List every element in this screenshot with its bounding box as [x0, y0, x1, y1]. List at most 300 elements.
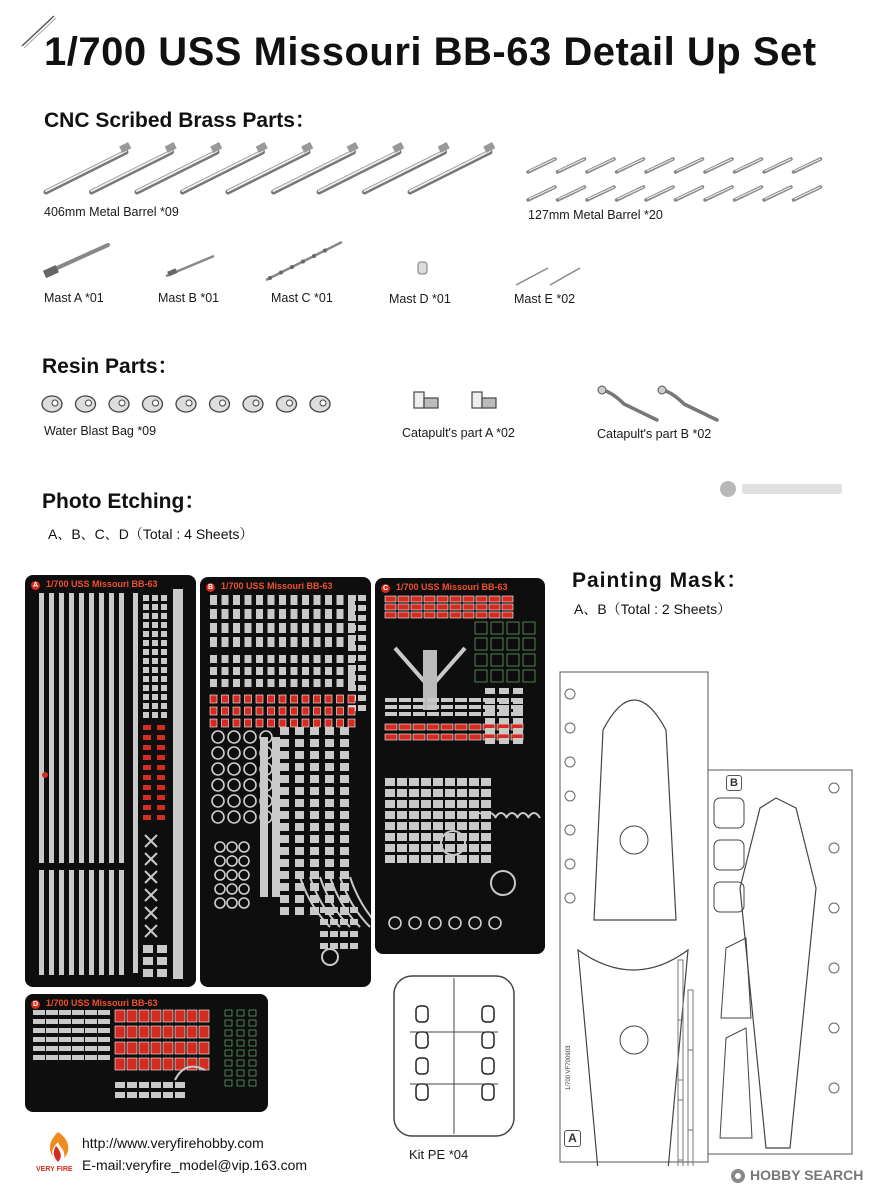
pe-cross [145, 871, 157, 883]
pe-part [398, 596, 409, 602]
pe-part [233, 609, 240, 619]
pe-part [424, 596, 435, 602]
pe-part [295, 895, 304, 903]
pe-part [385, 789, 395, 797]
pe-part [157, 765, 165, 770]
pe-ring [212, 795, 224, 807]
pe-part [249, 1050, 256, 1056]
pe-part [161, 712, 167, 718]
pe-part [348, 667, 355, 675]
pe-part [115, 1092, 125, 1098]
pe-part [72, 1037, 84, 1042]
pe-part [337, 655, 344, 663]
pe-part [295, 739, 304, 747]
pe-sheet-b-letter: B [207, 584, 214, 591]
pe-part [143, 725, 151, 730]
pe-part [72, 1019, 84, 1024]
pe-ring [239, 856, 249, 866]
pe-ring [239, 898, 249, 908]
pe-part [151, 1092, 161, 1098]
barrel-406mm-highlight [319, 151, 399, 191]
pe-part [151, 1082, 161, 1088]
pe-part [314, 707, 321, 715]
pe-part [340, 739, 349, 747]
pe-part [233, 707, 240, 715]
pe-part [302, 609, 309, 619]
pe-part [399, 712, 411, 716]
pe-part [46, 1010, 58, 1015]
pe-part [98, 1037, 110, 1042]
pe-part [340, 787, 349, 795]
pe-sheet-b-parts [200, 577, 371, 987]
pe-part [225, 1020, 232, 1026]
pe-ring [212, 811, 224, 823]
pe-part [237, 1080, 244, 1086]
pe-part [348, 605, 356, 611]
pe-part [279, 679, 286, 687]
pe-part [152, 613, 158, 619]
pe-sheet-b [200, 577, 371, 987]
pe-part [291, 595, 298, 605]
pe-part [455, 705, 467, 709]
pe-part [245, 609, 252, 619]
pe-part [469, 705, 481, 709]
pe-part [421, 811, 431, 819]
pe-part [237, 1050, 244, 1056]
pe-part [143, 649, 149, 655]
pe-part [249, 1080, 256, 1086]
pe-part [523, 622, 535, 634]
pe-part [491, 654, 503, 666]
barrel-406mm [183, 142, 268, 192]
pe-ring [239, 884, 249, 894]
pe-part [310, 811, 319, 819]
pe-part [350, 931, 358, 937]
pe-sheet-c-title: 1/700 USS Missouri BB-63 [396, 582, 508, 592]
pe-part [161, 685, 167, 691]
pe-part [85, 1010, 97, 1015]
pe-part [340, 727, 349, 735]
pe-part [295, 787, 304, 795]
pe-part [340, 775, 349, 783]
pe-part [85, 1019, 97, 1024]
pe-part [314, 679, 321, 687]
pe-part [325, 695, 332, 703]
barrel-406mm-breech [347, 142, 359, 153]
caption-127mm-barrel: 127mm Metal Barrel *20 [528, 208, 663, 222]
pe-part [476, 604, 487, 610]
pe-part [127, 1082, 137, 1088]
pe-part [59, 1010, 71, 1015]
barrel-406mm-highlight [228, 151, 308, 191]
pe-part [523, 654, 535, 666]
pe-part [143, 815, 151, 820]
pe-ring [215, 884, 225, 894]
pe-part [302, 637, 309, 647]
barrel-127mm-highlight [588, 187, 614, 199]
barrel-406mm [274, 142, 359, 192]
pe-part [385, 712, 397, 716]
kit-pe-part [416, 1006, 428, 1022]
pe-part [340, 919, 348, 925]
pe-arc [528, 813, 540, 818]
pe-railing [133, 593, 138, 973]
pe-part [330, 931, 338, 937]
caption-mast-b: Mast B *01 [158, 291, 220, 305]
pe-part [139, 1082, 149, 1088]
mask-sheet-a-letter: A [564, 1130, 581, 1147]
pe-part [398, 604, 409, 610]
catapult-part-a-block [424, 398, 438, 408]
pe-part [143, 604, 149, 610]
pe-part [237, 1070, 244, 1076]
pe-part [143, 745, 151, 750]
website-url[interactable]: http://www.veryfirehobby.com [82, 1135, 264, 1151]
pe-part [98, 1028, 110, 1033]
pe-part [397, 800, 407, 808]
pe-part [409, 800, 419, 808]
water-blast-bag [42, 396, 62, 412]
pe-part [499, 718, 509, 724]
pe-part [445, 789, 455, 797]
catapult-part-b [602, 390, 657, 420]
pe-sheet-c [375, 578, 545, 954]
pe-part [59, 1037, 71, 1042]
kit-pe-part [482, 1006, 494, 1022]
barrel-127mm-highlight [677, 159, 703, 171]
pe-part [85, 1037, 97, 1042]
pe-ring [215, 898, 225, 908]
pe-ring [228, 795, 240, 807]
pe-part [279, 655, 286, 663]
pe-part [325, 719, 332, 727]
barrel-127mm-highlight [647, 159, 673, 171]
hobby-search-logo-icon [730, 1168, 746, 1184]
pe-part [279, 637, 286, 647]
pe-part [348, 655, 355, 663]
pe-part [245, 719, 252, 727]
pe-part [157, 775, 165, 780]
pe-part [279, 667, 286, 675]
pe-part [143, 735, 151, 740]
pe-part [350, 907, 358, 913]
pe-part [222, 637, 229, 647]
pe-part [413, 698, 425, 702]
pe-part [98, 1046, 110, 1051]
pe-part [411, 612, 422, 618]
pe-part [358, 615, 366, 621]
pe-part [358, 635, 366, 641]
pe-part [291, 667, 298, 675]
pe-part [491, 670, 503, 682]
pe-ring [227, 870, 237, 880]
pe-part [409, 844, 419, 852]
barrel-127mm-highlight [559, 159, 585, 171]
mast-c-ring [312, 254, 316, 258]
mast-d [418, 262, 427, 274]
pe-part [385, 612, 396, 618]
pe-part [152, 640, 158, 646]
pe-part [433, 855, 443, 863]
pe-part [199, 1042, 209, 1054]
watermark-logo-icon [718, 478, 848, 500]
pe-part [507, 670, 519, 682]
pe-part [463, 596, 474, 602]
mast-e [516, 268, 548, 285]
pe-railing [39, 593, 44, 863]
pe-part [310, 763, 319, 771]
pe-part [256, 637, 263, 647]
water-blast-bag [109, 396, 129, 412]
pe-cross [145, 889, 157, 901]
pe-part [72, 1010, 84, 1015]
pe-part [348, 645, 356, 651]
pe-part [325, 835, 334, 843]
pe-part [163, 1092, 173, 1098]
pe-part [143, 622, 149, 628]
pe-part [340, 859, 349, 867]
pe-part [385, 698, 397, 702]
kit-pe-part [416, 1058, 428, 1074]
pe-part [233, 667, 240, 675]
pe-part [163, 1082, 173, 1088]
pe-part [143, 658, 149, 664]
pe-part [340, 823, 349, 831]
pe-sheet-a-parts [25, 575, 196, 987]
pe-part [469, 822, 479, 830]
pe-part [280, 727, 289, 735]
pe-part [33, 1046, 45, 1051]
barrel-127mm-highlight [529, 159, 555, 171]
pe-part [98, 1019, 110, 1024]
pe-part [385, 604, 396, 610]
pe-part [175, 1026, 185, 1038]
pe-part [302, 667, 309, 675]
kit-pe-part [416, 1032, 428, 1048]
pe-part [268, 655, 275, 663]
pe-part [210, 609, 217, 619]
pe-part [489, 612, 500, 618]
pe-part [291, 695, 298, 703]
pe-part [433, 811, 443, 819]
pe-part [152, 622, 158, 628]
pe-part [310, 823, 319, 831]
pe-part [151, 1058, 161, 1070]
water-blast-bag-hole [287, 400, 293, 406]
pe-part [302, 707, 309, 715]
pe-part [280, 763, 289, 771]
barrel-406mm [319, 142, 404, 192]
pe-part [143, 703, 149, 709]
pe-part [85, 1028, 97, 1033]
pe-ring [227, 856, 237, 866]
pe-part [237, 1060, 244, 1066]
pe-part [161, 622, 167, 628]
pe-part [463, 604, 474, 610]
pe-part [507, 622, 519, 634]
pe-part [475, 638, 487, 650]
pe-part [397, 844, 407, 852]
pe-part [268, 609, 275, 619]
caption-kit-pe: Kit PE *04 [409, 1147, 469, 1162]
pe-part [163, 1010, 173, 1022]
pe-part [421, 844, 431, 852]
pe-railing [89, 870, 94, 975]
pe-sheet-d-parts [25, 994, 268, 1112]
pe-part [59, 1055, 71, 1060]
pe-part [279, 595, 286, 605]
caption-mast-d: Mast D *01 [389, 292, 451, 306]
pe-part [314, 695, 321, 703]
hobby-search-watermark: HOBBY SEARCH [750, 1167, 864, 1183]
pe-wheel [322, 949, 338, 965]
pe-part [427, 705, 439, 709]
pe-part [222, 707, 229, 715]
pe-part [280, 895, 289, 903]
pe-part [409, 822, 419, 830]
pe-part [337, 595, 344, 605]
pe-part [409, 789, 419, 797]
pe-part [151, 1010, 161, 1022]
pe-part [475, 670, 487, 682]
pe-railing [99, 870, 104, 975]
pe-part [485, 738, 495, 744]
pe-part [348, 625, 356, 631]
water-blast-bag-hole [186, 400, 192, 406]
pe-part [295, 823, 304, 831]
email-address[interactable]: E-mail:veryfire_model@vip.163.com [82, 1157, 308, 1173]
pe-part [280, 823, 289, 831]
pe-part [72, 1046, 84, 1051]
pe-part [222, 609, 229, 619]
kit-pe-part [416, 1084, 428, 1100]
pe-part [143, 595, 149, 601]
pe-part [143, 667, 149, 673]
pe-part [314, 637, 321, 647]
catapult-part-b-end [598, 386, 606, 394]
pe-part [457, 778, 467, 786]
pe-ring [215, 856, 225, 866]
barrel-127mm-highlight [529, 187, 555, 199]
pe-part [433, 822, 443, 830]
pe-part [314, 595, 321, 605]
pe-part [475, 622, 487, 634]
pe-part [310, 799, 319, 807]
pe-part [513, 688, 523, 694]
pe-part [409, 855, 419, 863]
pe-part [337, 623, 344, 633]
pe-part [33, 1019, 45, 1024]
pe-part [72, 1055, 84, 1060]
pe-part [33, 1010, 45, 1015]
pe-part [325, 727, 334, 735]
pe-ring [389, 917, 401, 929]
pe-part [455, 724, 467, 730]
pe-part [340, 931, 348, 937]
barrel-406mm [137, 142, 222, 192]
pe-part [385, 724, 397, 730]
pe-part [157, 785, 165, 790]
pe-part [397, 855, 407, 863]
pe-part [237, 1010, 244, 1016]
pe-part [210, 595, 217, 605]
pe-part [210, 695, 217, 703]
pe-part [233, 695, 240, 703]
pe-part [163, 1026, 173, 1038]
section-mask-heading: Painting Mask： [572, 569, 749, 592]
section-brass-heading: CNC Scribed Brass Parts： [44, 109, 316, 132]
pe-part [98, 1010, 110, 1015]
pe-part [437, 604, 448, 610]
pe-part [481, 800, 491, 808]
pe-part [127, 1058, 137, 1070]
pe-part [457, 855, 467, 863]
pe-part [325, 739, 334, 747]
pe-part [85, 1055, 97, 1060]
pe-wheel [491, 871, 515, 895]
pe-part [469, 833, 479, 841]
pe-part [225, 1060, 232, 1066]
pe-part [481, 778, 491, 786]
pe-part [175, 1082, 185, 1088]
pe-ring [244, 779, 256, 791]
pe-part [320, 943, 328, 949]
pe-part [397, 811, 407, 819]
kit-pe-part [482, 1032, 494, 1048]
barrel-406mm-highlight [274, 151, 354, 191]
caption-catapult-part-b: Catapult's part B *02 [597, 427, 712, 441]
pe-part [476, 596, 487, 602]
pe-part [385, 800, 395, 808]
pe-part [139, 1058, 149, 1070]
pe-part [291, 623, 298, 633]
pe-part [350, 919, 358, 925]
pe-part [157, 755, 165, 760]
pe-part [199, 1026, 209, 1038]
pe-sheet-c-parts [375, 578, 545, 954]
pe-part [46, 1028, 58, 1033]
pe-part [151, 1026, 161, 1038]
pe-part [433, 800, 443, 808]
pe-part [340, 907, 348, 913]
pe-part [325, 787, 334, 795]
pe-part [237, 1040, 244, 1046]
pe-part [222, 623, 229, 633]
pe-part [46, 1046, 58, 1051]
pe-part [127, 1026, 137, 1038]
water-blast-bag-hole [86, 400, 92, 406]
pe-part [457, 800, 467, 808]
pe-part [279, 609, 286, 619]
kit-pe-part [482, 1058, 494, 1074]
pe-part [445, 800, 455, 808]
pe-part [161, 667, 167, 673]
water-blast-bag [76, 396, 96, 412]
pe-ladder [260, 737, 268, 897]
pe-railing [173, 589, 183, 979]
barrel-406mm-highlight [137, 151, 217, 191]
pe-cross [145, 835, 157, 847]
pe-part [280, 787, 289, 795]
pe-part [437, 596, 448, 602]
pe-part [295, 835, 304, 843]
barrel-406mm-highlight [46, 151, 126, 191]
pe-part [268, 595, 275, 605]
pe-part [268, 695, 275, 703]
mask-a-frame [560, 672, 708, 1162]
pe-part [33, 1055, 45, 1060]
caption-mast-c: Mast C *01 [271, 291, 333, 305]
